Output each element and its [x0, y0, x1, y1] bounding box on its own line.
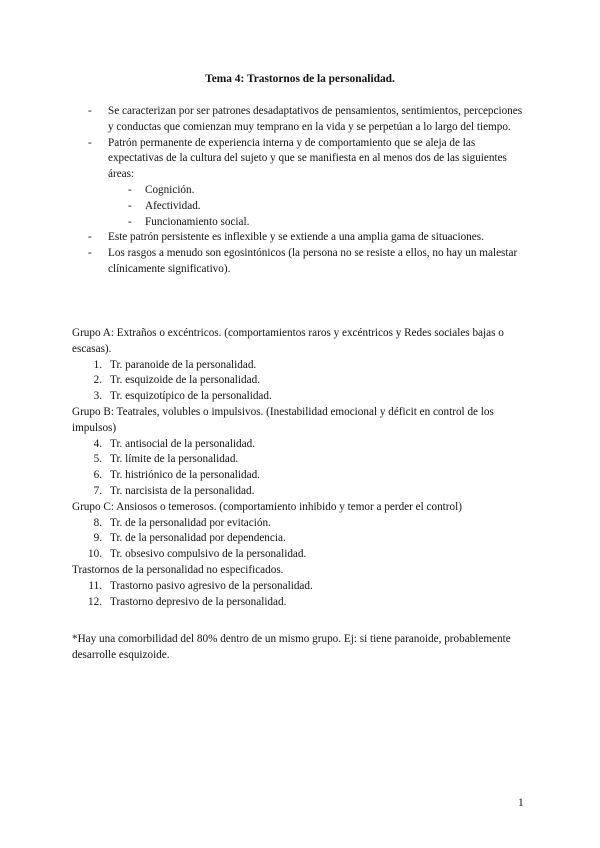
group-a-heading: Grupo A: Extraños o excéntricos. (comportamientos raros y excéntricos y Redes sociales bajas o escasas).: [72, 327, 504, 355]
bullet-text: Los rasgos a menudo son egosintónicos (la persona no se resiste a ellos, no hay un malestar clínicamente significativo).: [108, 247, 518, 275]
bullet-item: - Este patrón persistente es inflexible y se extiende a una amplia gama de situaciones.: [88, 231, 484, 244]
bullet-item: - Patrón permanente de experiencia interna y de comportamiento que se aleja de las expectativas de la cultura del sujeto y que se manifiesta en al menos dos de las siguientes áreas:: [88, 136, 507, 181]
area-text: Funcionamiento social.: [145, 215, 250, 228]
bullet-text: Patrón permanente de experiencia interna y de comportamiento que se aleja de las expectativas de la cultura del sujeto y que se manifiesta en al menos dos de las siguientes áreas:: [108, 136, 507, 181]
list-item: 8. Tr. de la personalidad por evitación.: [93, 516, 271, 529]
list-item: 4. Tr. antisocial de la personalidad.: [93, 437, 255, 450]
list-item: 9. Tr. de la personalidad por dependencia.: [93, 532, 286, 545]
list-item: 10. Tr. obsesivo compulsivo de la personalidad.: [88, 548, 307, 561]
bullet-text: Se caracterizan por ser patrones desadaptativos de pensamientos, sentimientos, percepciones y conductas que comienzan muy temprano en la vida y se perpetúan a lo largo del tiempo.: [108, 105, 523, 133]
list-item: 5. Tr. límite de la personalidad.: [93, 453, 239, 466]
comorbidity-note: *Hay una comorbilidad del 80% dentro de un mismo grupo. Ej: si tiene paranoide, probablemente desarrolle esquizoide.: [72, 633, 511, 661]
list-item: 12. Trastorno depresivo de la personalidad.: [88, 595, 287, 608]
page-number: 1: [518, 797, 524, 809]
bullet-item: - Los rasgos a menudo son egosintónicos (la persona no se resiste a ellos, no hay un malestar clínicamente significativo).: [88, 247, 518, 275]
group-ne-heading: Trastornos de la personalidad no especificados.: [72, 563, 284, 576]
list-item: 2. Tr. esquizoide de la personalidad.: [93, 374, 260, 387]
sub-bullet-item: - Cognición.: [128, 183, 195, 196]
bullet-text: Este patrón persistente es inflexible y se extiende a una amplia gama de situaciones.: [108, 231, 484, 244]
sub-bullet-item: - Funcionamiento social.: [128, 215, 250, 228]
area-text: Cognición.: [145, 183, 195, 196]
group-c-heading: Grupo C: Ansiosos o temerosos. (comportamiento inhibido y temor a perder el control): [72, 500, 462, 513]
characteristics-list: [88, 104, 528, 278]
group-b-heading: Grupo B: Teatrales, volubles o impulsivos. (Inestabilidad emocional y déficit en control de los impulsos): [72, 405, 494, 434]
list-item: 1. Tr. paranoide de la personalidad.: [93, 358, 257, 371]
area-text: Afectividad.: [145, 199, 201, 212]
bullet-item: - Se caracterizan por ser patrones desadaptativos de pensamientos, sentimientos, percepciones y conductas que comienzan muy temprano en la vida y se perpetúan a lo largo del tiempo.: [88, 105, 523, 133]
list-item: 6. Tr. histriónico de la personalidad.: [93, 469, 260, 482]
sub-bullet-item: - Afectividad.: [128, 199, 201, 212]
list-item: 3. Tr. esquizotípico de la personalidad.: [93, 390, 272, 403]
personality-groups: [72, 326, 524, 610]
page-title: Tema 4: Trastornos de la personalidad.: [205, 73, 395, 85]
list-item: 11. Trastorno pasivo agresivo de la personalidad.: [88, 579, 313, 592]
list-item: 7. Tr. narcisista de la personalidad.: [93, 484, 255, 497]
